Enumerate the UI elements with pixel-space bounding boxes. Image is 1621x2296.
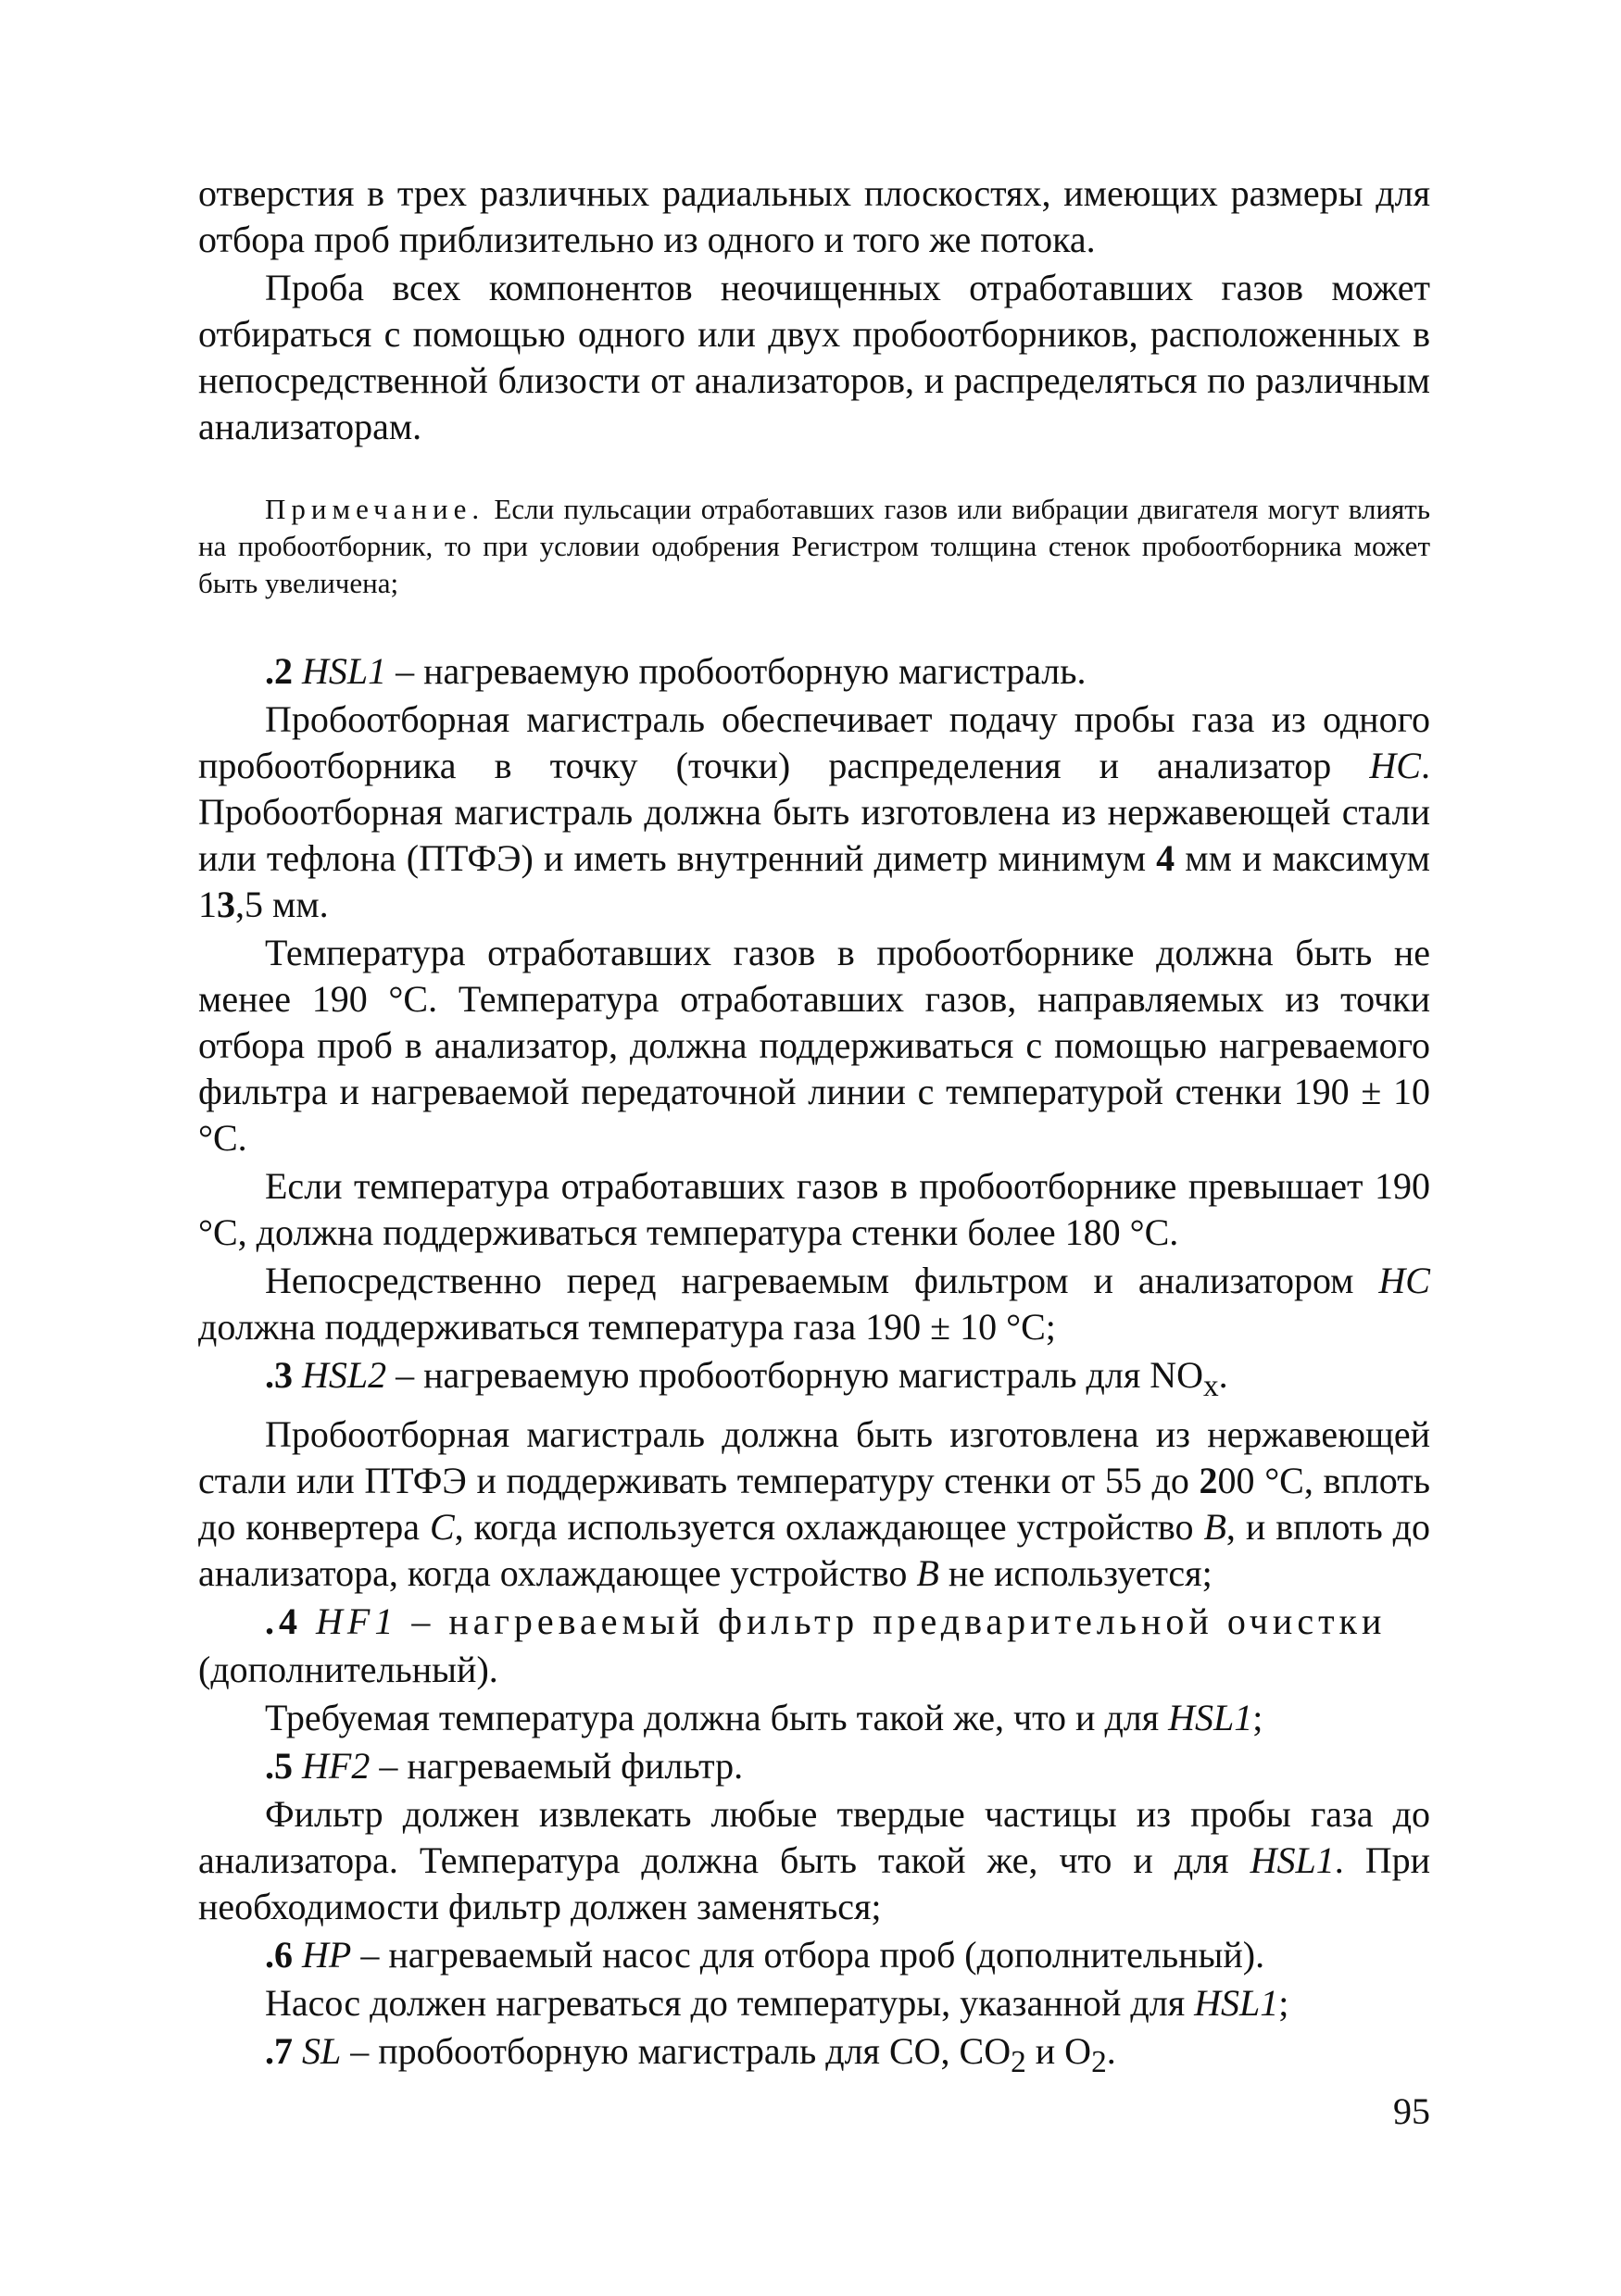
item-text: – нагреваемый насос для отбора проб (дополнительный). <box>351 1934 1265 1976</box>
item-code: HSL1 <box>302 650 387 692</box>
item-number: .3 <box>265 1354 293 1396</box>
code-run: HC <box>1378 1260 1430 1301</box>
text-run: ,5 мм. <box>235 884 329 925</box>
text-run: должна поддерживаться температура газа 190 ± 10 °С; <box>198 1306 1056 1348</box>
item-number: .6 <box>265 1934 293 1976</box>
text-run: мм и максимум 1 <box>198 837 1430 925</box>
paragraph: Проба всех компонентов неочищенных отработавших газов может отбираться с помощью одного или двух пробоотборников, расположенных в непосредственной близости от анализаторов, и распределяться по различным анализаторам. <box>198 267 1430 447</box>
note-text: Если пульсации отработавших газов или вибрации двигателя могут влиять на пробоотборник, то при условии одобрения Регистром толщина стенок пробоотборника может быть увеличена; <box>198 493 1430 599</box>
text-run: ; <box>1278 1982 1289 2024</box>
code-run: HSL1 <box>1194 1982 1279 2024</box>
text-run: , когда используется охлаждающее устройство <box>454 1506 1204 1548</box>
item-code: HF1 <box>316 1600 398 1642</box>
list-item-continuation: (дополнительный). <box>198 1649 498 1690</box>
text-run: Фильтр должен извлекать любые твердые частицы из пробы газа до анализатора. Температура должна быть такой же, что и для <box>198 1793 1430 1881</box>
text-run: не используется; <box>938 1552 1213 1594</box>
code-run: С <box>429 1506 455 1548</box>
paragraph <box>198 1695 1430 1741</box>
item-text: . <box>1106 2030 1116 2072</box>
value-run: 3 <box>217 884 235 925</box>
note-label: Примечание. <box>265 493 485 525</box>
item-code: HP <box>302 1934 352 1976</box>
paragraph <box>198 696 1430 928</box>
subscript: 2 <box>1091 2045 1107 2079</box>
item-number: .7 <box>265 2030 293 2072</box>
subscript: 2 <box>1011 2045 1026 2079</box>
item-text: – пробоотборную магистраль для СО, СО <box>341 2030 1012 2072</box>
item-code: HF2 <box>302 1745 371 1787</box>
document-page <box>198 170 1430 2088</box>
page-number: 95 <box>1393 2090 1430 2132</box>
paragraph: Температура отработавших газов в пробоотборнике должна быть не менее 190 °С. Температура отработавших газов, направляемых из точки отбора проб в анализатор, должна поддерживаться с помощью нагреваемого фильтра и нагреваемой передаточной линии с температурой стенки 190 ± 10 °С. <box>198 932 1430 1159</box>
list-item <box>198 648 1430 695</box>
text-run: , и вплоть до анализатора, когда охлаждающее устройство <box>198 1506 1430 1594</box>
text-run: 00 °С, вплоть до конвертера <box>198 1460 1430 1548</box>
code-run: В <box>1203 1506 1226 1548</box>
paragraph <box>198 1791 1430 1930</box>
code-run: HSL1 <box>1168 1697 1253 1738</box>
paragraph <box>198 1258 1430 1350</box>
list-item <box>198 1743 1430 1789</box>
item-text: . <box>1218 1354 1228 1396</box>
paragraph: Если температура отработавших газов в пробоотборнике превышает 190 °С, должна поддерживаться температура стенки более 180 °С. <box>198 1165 1430 1253</box>
item-code: HSL2 <box>302 1354 387 1396</box>
item-text: – нагреваемую пробоотборную магистраль для NO <box>386 1354 1203 1396</box>
list-item <box>198 1932 1430 1978</box>
text-run: Пробоотборная магистраль должна быть изготовлена из нержавеющей стали или ПТФЭ и поддерживать температуру стенки от 55 до <box>198 1413 1430 1501</box>
code-run: HSL1 <box>1250 1839 1335 1881</box>
text-run: ; <box>1252 1697 1263 1738</box>
text-run: Насос должен нагреваться до температуры, указанной для <box>265 1982 1195 2024</box>
text-run: Непосредственно перед нагреваемым фильтром и анализатором <box>265 1260 1379 1301</box>
item-text: и О <box>1025 2030 1092 2072</box>
item-number: .2 <box>265 650 293 692</box>
code-run: HC <box>1369 745 1421 786</box>
item-text: – нагреваемый фильтр. <box>370 1745 744 1787</box>
list-item <box>198 2028 1430 2086</box>
list-item <box>198 1352 1430 1410</box>
item-text: – нагреваемую пробоотборную магистраль. <box>386 650 1087 692</box>
subscript: x <box>1203 1369 1219 1403</box>
text-run: . При необходимости фильтр должен заменяться; <box>198 1839 1430 1927</box>
note <box>198 491 1430 602</box>
code-run: В <box>916 1552 939 1594</box>
value-run: 4 <box>1156 837 1175 879</box>
list-item <box>198 1599 1430 1645</box>
item-number: .5 <box>265 1745 293 1787</box>
item-text: – нагреваемый фильтр предварительной очистки <box>397 1600 1387 1642</box>
value-run: 2 <box>1199 1460 1218 1501</box>
text-run: Пробоотборная магистраль обеспечивает подачу пробы газа из одного пробоотборника в точку (точки) распределения и анализатор <box>198 698 1430 786</box>
text-run: Требуемая температура должна быть такой же, что и для <box>265 1697 1169 1738</box>
text-run: . Пробоотборная магистраль должна быть изготовлена из нержавеющей стали или тефлона (ПТФЭ) и иметь внутренний диметр минимум <box>198 745 1430 879</box>
paragraph <box>198 1411 1430 1597</box>
paragraph <box>198 1980 1430 2026</box>
item-code: SL <box>302 2030 342 2072</box>
paragraph: отверстия в трех различных радиальных плоскостях, имеющих размеры для отбора проб приблизительно из одного и того же потока. <box>198 172 1430 260</box>
item-number: .4 <box>265 1600 302 1642</box>
